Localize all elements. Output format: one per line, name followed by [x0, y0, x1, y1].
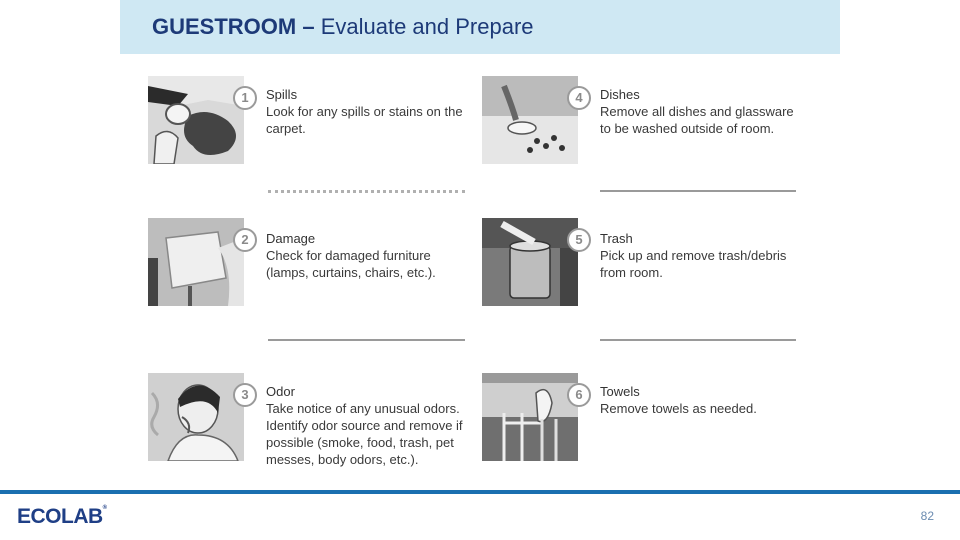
footer-bar: [0, 490, 960, 494]
spilled-cup-image: [148, 76, 244, 164]
towel-chair-image: [482, 373, 578, 461]
item-dishes-heading: Dishes: [600, 87, 640, 102]
ecolab-logo: [17, 505, 107, 529]
step-number-6: 6: [567, 383, 591, 407]
item-damage-heading: Damage: [266, 231, 316, 246]
damaged-lamp-image: [148, 218, 244, 306]
item-towels-body: Remove towels as needed.: [600, 401, 757, 416]
item-damage-body: Check for damaged furniture (lamps, curtains, chairs, etc.).: [266, 248, 436, 280]
item-trash-body: Pick up and remove trash/debris from room.: [600, 248, 787, 280]
item-trash: [600, 230, 800, 281]
item-damage: [266, 230, 466, 281]
page-number: 82: [920, 509, 934, 523]
item-dishes-body: Remove all dishes and glassware to be washed outside of room.: [600, 104, 794, 136]
page-title-bold: GUESTROOM –: [152, 14, 315, 39]
item-dishes: [600, 86, 800, 137]
step-number-3: 3: [233, 383, 257, 407]
registered-mark: ®: [102, 505, 107, 511]
page-title: [152, 14, 534, 40]
ecolab-logo-text: ECOLAB: [17, 505, 103, 528]
divider: [600, 339, 796, 341]
item-spills: [266, 86, 466, 137]
odor-person-image: [148, 373, 244, 461]
divider: [268, 339, 465, 341]
step-number-1: 1: [233, 86, 257, 110]
item-spills-body: Look for any spills or stains on the carpet.: [266, 104, 463, 136]
page-title-rest: Evaluate and Prepare: [314, 14, 534, 39]
item-towels-heading: Towels: [600, 384, 640, 399]
divider: [268, 190, 465, 193]
item-towels: [600, 383, 800, 417]
dishes-image: [482, 76, 578, 164]
step-number-2: 2: [233, 228, 257, 252]
trash-can-image: [482, 218, 578, 306]
item-odor-heading: Odor: [266, 384, 295, 399]
item-odor-body: Take notice of any unusual odors. Identify odor source and remove if possible (smoke, food, trash, pet messes, body odors, etc.).: [266, 401, 463, 467]
step-number-5: 5: [567, 228, 591, 252]
title-band: [120, 0, 840, 54]
item-trash-heading: Trash: [600, 231, 633, 246]
step-number-4: 4: [567, 86, 591, 110]
divider: [600, 190, 796, 192]
item-spills-heading: Spills: [266, 87, 298, 102]
item-odor: [266, 383, 466, 468]
